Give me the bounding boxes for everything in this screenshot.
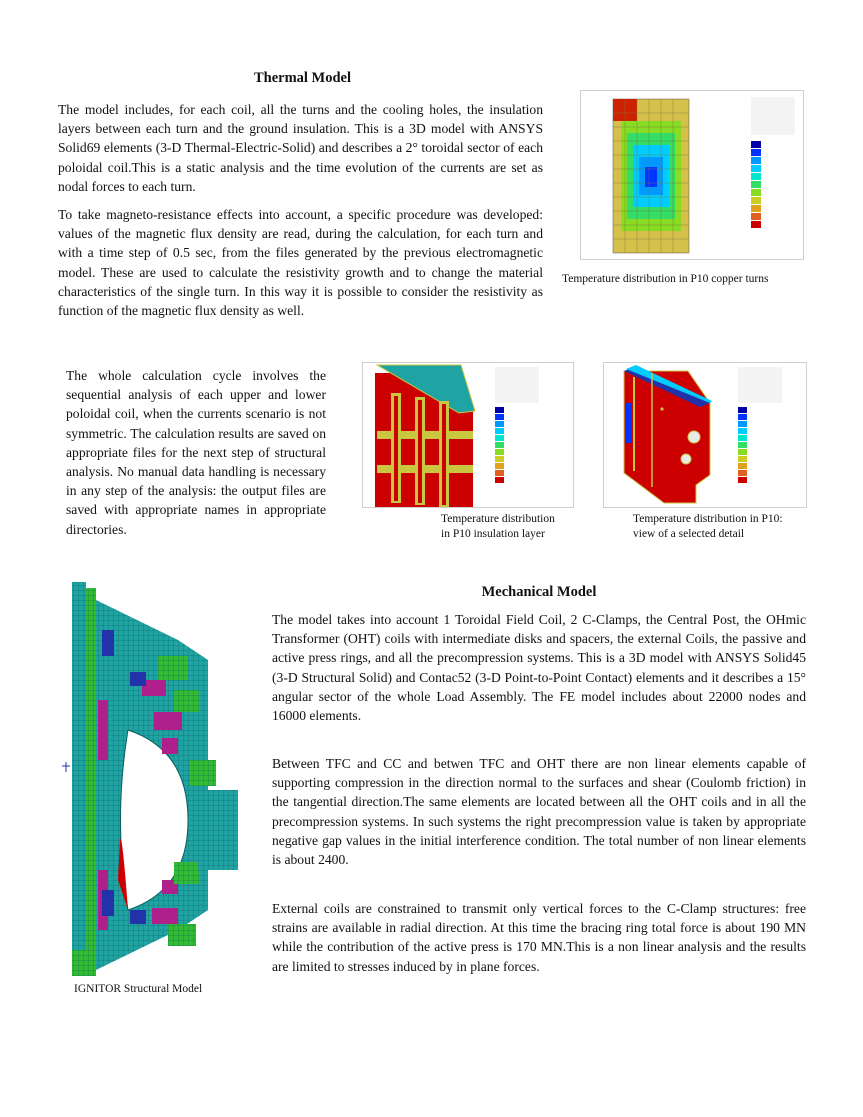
detail-caption — [633, 512, 823, 542]
structural-model-caption: IGNITOR Structural Model — [74, 983, 203, 995]
copper-turns-figure — [580, 90, 804, 260]
thermal-paragraph-3: The whole calculation cycle involves the sequential analysis of each upper and lower poloidal coil, when the currents scenario is not symmetric. The calculation results are saved on appropriate files for the next step of structural analysis. No manual data handling is necessary in any step of the analysis: the output files are saved with appropriate names in appropriate directories. — [66, 368, 326, 537]
insulation-caption-line-2: in P10 insulation layer — [441, 528, 545, 540]
mechanical-paragraph-2: Between TFC and CC and betwen TFC and OHT there are non linear elements capable of supporting compression in the direction normal to the surfaces and shear (Coulomb friction) in the tangential direction.The same elements are located between all the OHT coils and in all the precompression systems. In such systems the right precompression value is taken by appropriate negative gap values in the initial interference condition. The total number of non linear elements is about 2400. — [272, 756, 806, 868]
thermal-model-heading: Thermal Model — [253, 70, 352, 86]
detail-legend — [738, 367, 782, 483]
insulation-caption-line-1: Temperature distribution — [441, 513, 555, 525]
thermal-paragraph-2: To take magneto-resistance effects into account, a specific procedure was developed: values of the magnetic flux density are read, during the calculation, for each turn and with a time step of 0.5 sec, from the files generated by the previous electromagnetic model. These are used to calculate the resistivity growth and to change the material characteristics of the single turn. In this way it is possible to consider the resistivity as function of the magnetic flux density as well. — [58, 207, 543, 319]
selected-detail-figure — [603, 362, 807, 508]
structural-model-plot — [58, 580, 268, 980]
copper-legend — [751, 97, 795, 228]
mechanical-paragraph-3: External coils are constrained to transmit only vertical forces to the C-Clamp structures: free strains are available in radial direction. At this time the bracing ring total force is about 190 MN while the contribution of the active press is 170 MN.This is a non linear analysis and the results are limited to stresses induced by in plane forces. — [272, 901, 806, 974]
insulation-caption — [441, 512, 601, 542]
copper-turns-caption: Temperature distribution in P10 copper turns — [562, 273, 769, 285]
mechanical-paragraph-1: The model takes into account 1 Toroidal Field Coil, 2 C-Clamps, the Central Post, the OHmic Transformer (OHT) coils with intermediate disks and spacers, the external Coils, the passive and active press rings, and all the precompression systems. This is a 3D model with ANSYS Solid45 (3-D Structural Solid) and Contac52 (3-D Point-to-Point Contact) elements and it describes a 15° angular sector of the whole Load Assembly. The FE model includes about 22000 nodes and 16000 elements. — [272, 612, 806, 724]
thermal-paragraph-1: The model includes, for each coil, all the turns and the cooling holes, the insulation layers between each turn and the ground insulation. This is a 3D model with ANSYS Solid69 elements (3-D Thermal-Electric-Solid) and describes a 2° toroidal sector of each poloidal coil.This is a static analysis and the time evolution of the currents are set as nodal forces to each turn. — [58, 102, 543, 194]
selected-detail-plot — [604, 363, 806, 507]
insulation-layer-plot — [363, 363, 573, 507]
insulation-legend — [495, 367, 539, 483]
detail-caption-line-1: Temperature distribution in P10: — [633, 513, 783, 525]
detail-caption-line-2: view of a selected detail — [633, 528, 745, 540]
mechanical-model-heading: Mechanical Model — [481, 584, 597, 600]
structural-model-figure — [58, 580, 268, 980]
copper-turns-plot — [581, 91, 803, 259]
insulation-layer-figure — [362, 362, 574, 508]
